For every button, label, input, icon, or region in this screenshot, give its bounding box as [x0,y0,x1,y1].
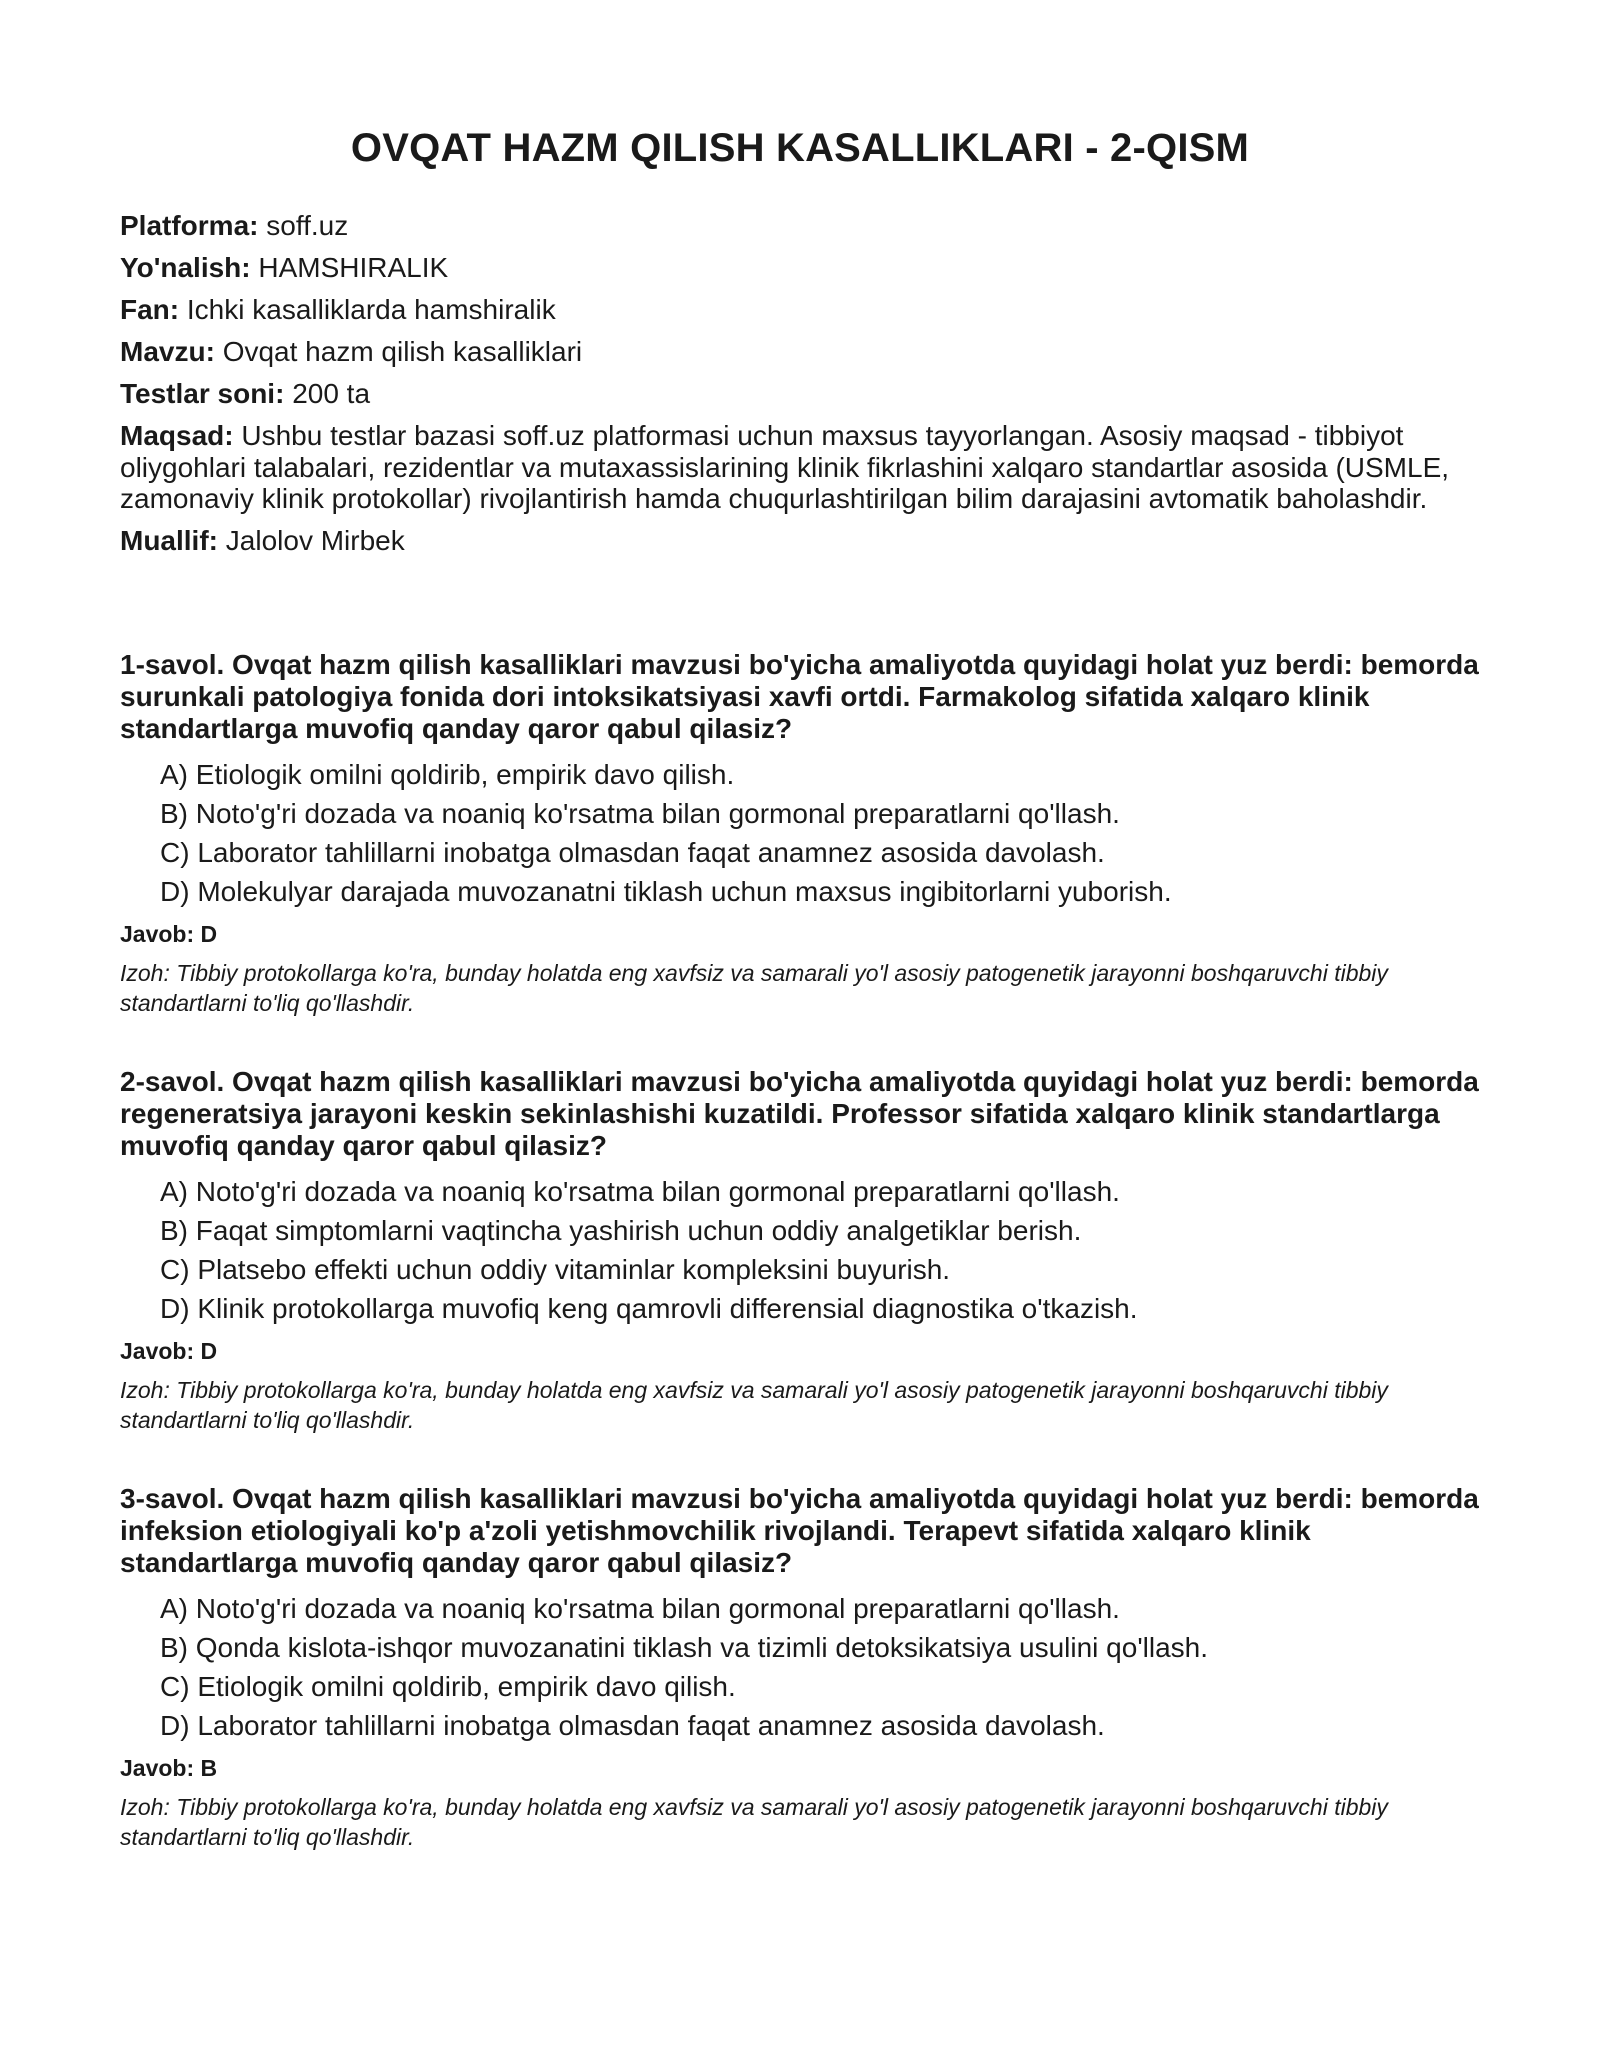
answer-options [120,1593,1480,1742]
answer-key: Javob: D [120,920,218,947]
answer-key: Javob: B [120,1754,218,1781]
question-1 [120,649,1480,1018]
option-c: C) Etiologik omilni qoldirib, empirik davo qilish. [160,1670,736,1702]
answer-options [120,759,1480,908]
option-b: B) Faqat simptomlarni vaqtincha yashirish uchun oddiy analgetiklar berish. [160,1214,1082,1246]
question-2 [120,1066,1480,1435]
meta-yonalish [120,252,1480,284]
option-a: A) Etiologik omilni qoldirib, empirik davo qilish. [160,758,735,790]
meta-value: Ovqat hazm qilish kasalliklari [222,336,583,367]
explanation-note: Izoh: Tibbiy protokollarga ko'ra, bunday holatda eng xavfsiz va samarali yo'l asosiy patogenetik jarayonni boshqaruvchi tibbiy standartlarni to'liq qo'llashdir. [120,1376,1388,1433]
meta-key: Testlar soni: [120,378,285,409]
question-list [120,649,1480,1852]
meta-key: Yo'nalish: [120,252,251,283]
explanation-note: Izoh: Tibbiy protokollarga ko'ra, bunday holatda eng xavfsiz va samarali yo'l asosiy patogenetik jarayonni boshqaruvchi tibbiy standartlarni to'liq qo'llashdir. [120,1793,1388,1850]
option-c: C) Platsebo effekti uchun oddiy vitaminlar kompleksini buyurish. [160,1253,951,1285]
meta-value: soff.uz [266,210,349,241]
meta-value: Jalolov Mirbek [225,524,405,556]
meta-key: Mavzu: [120,336,215,367]
option-b: B) Qonda kislota-ishqor muvozanatini tiklash va tizimli detoksikatsiya usulini qo'llash. [160,1631,1209,1663]
question-text: 3-savol. Ovqat hazm qilish kasalliklari mavzusi bo'yicha amaliyotda quyidagi holat yuz berdi: bemorda infeksion etiologiyali ko'p a'zoli yetishmovchilik rivojlandi. Terapevt sifatida xalqaro klinik standartlarga muvofiq qanday qaror qabul qilasiz? [120,1482,1479,1578]
question-text: 1-savol. Ovqat hazm qilish kasalliklari mavzusi bo'yicha amaliyotda quyidagi holat yuz berdi: bemorda surunkali patologiya fonida dori intoksikatsiyasi xavfi ortdi. Farmakolog sifatida xalqaro klinik standartlarga muvofiq qanday qaror qabul qilasiz? [120,648,1479,744]
question-text: 2-savol. Ovqat hazm qilish kasalliklari mavzusi bo'yicha amaliyotda quyidagi holat yuz berdi: bemorda regeneratsiya jarayoni keskin sekinlashishi kuzatildi. Professor sifatida xalqaro klinik standartlarga muvofiq qanday qaror qabul qilasiz? [120,1065,1479,1161]
meta-muallif [120,525,1480,557]
answer-options [120,1176,1480,1325]
meta-key: Muallif: [120,524,218,556]
option-d: D) Molekulyar darajada muvozanatni tiklash uchun maxsus ingibitorlarni yuborish. [160,875,1172,907]
explanation-note: Izoh: Tibbiy protokollarga ko'ra, bunday holatda eng xavfsiz va samarali yo'l asosiy patogenetik jarayonni boshqaruvchi tibbiy standartlarni to'liq qo'llashdir. [120,959,1388,1016]
option-d: D) Laborator tahlillarni inobatga olmasdan faqat anamnez asosida davolash. [160,1709,1105,1741]
meta-fan [120,294,1480,326]
meta-value: Ushbu testlar bazasi soff.uz platformasi uchun maxsus tayyorlangan. Asosiy maqsad - tibbiyot oliygohlari talabalari, rezidentlar va mutaxassislarining klinik fikrlashini xalqaro standartlar asosida (USMLE, zamonaviy klinik protokollar) rivojlantirish hamda chuqurlashtirilgan bilim darajasini avtomatik baholashdir. [120,420,1450,514]
meta-maqsad [120,420,1480,515]
option-c: C) Laborator tahlillarni inobatga olmasdan faqat anamnez asosida davolash. [160,836,1105,868]
meta-platforma [120,210,1480,242]
answer-key: Javob: D [120,1337,218,1364]
meta-value: Ichki kasalliklarda hamshiralik [186,294,556,325]
meta-key: Maqsad: [120,420,234,451]
option-b: B) Noto'g'ri dozada va noaniq ko'rsatma bilan gormonal preparatlarni qo'llash. [160,797,1120,829]
meta-value: 200 ta [292,378,371,409]
option-a: A) Noto'g'ri dozada va noaniq ko'rsatma bilan gormonal preparatlarni qo'llash. [160,1592,1120,1624]
meta-value: HAMSHIRALIK [258,252,449,283]
document-title: OVQAT HAZM QILISH KASALLIKLARI - 2-QISM [350,126,1250,170]
option-d: D) Klinik protokollarga muvofiq keng qamrovli differensial diagnostika o'tkazish. [160,1292,1138,1324]
meta-key: Platforma: [120,210,259,241]
meta-mavzu [120,336,1480,368]
option-a: A) Noto'g'ri dozada va noaniq ko'rsatma bilan gormonal preparatlarni qo'llash. [160,1175,1120,1207]
meta-testlar-soni [120,378,1480,410]
meta-key: Fan: [120,294,180,325]
question-3 [120,1483,1480,1852]
metadata-block [120,210,1480,557]
